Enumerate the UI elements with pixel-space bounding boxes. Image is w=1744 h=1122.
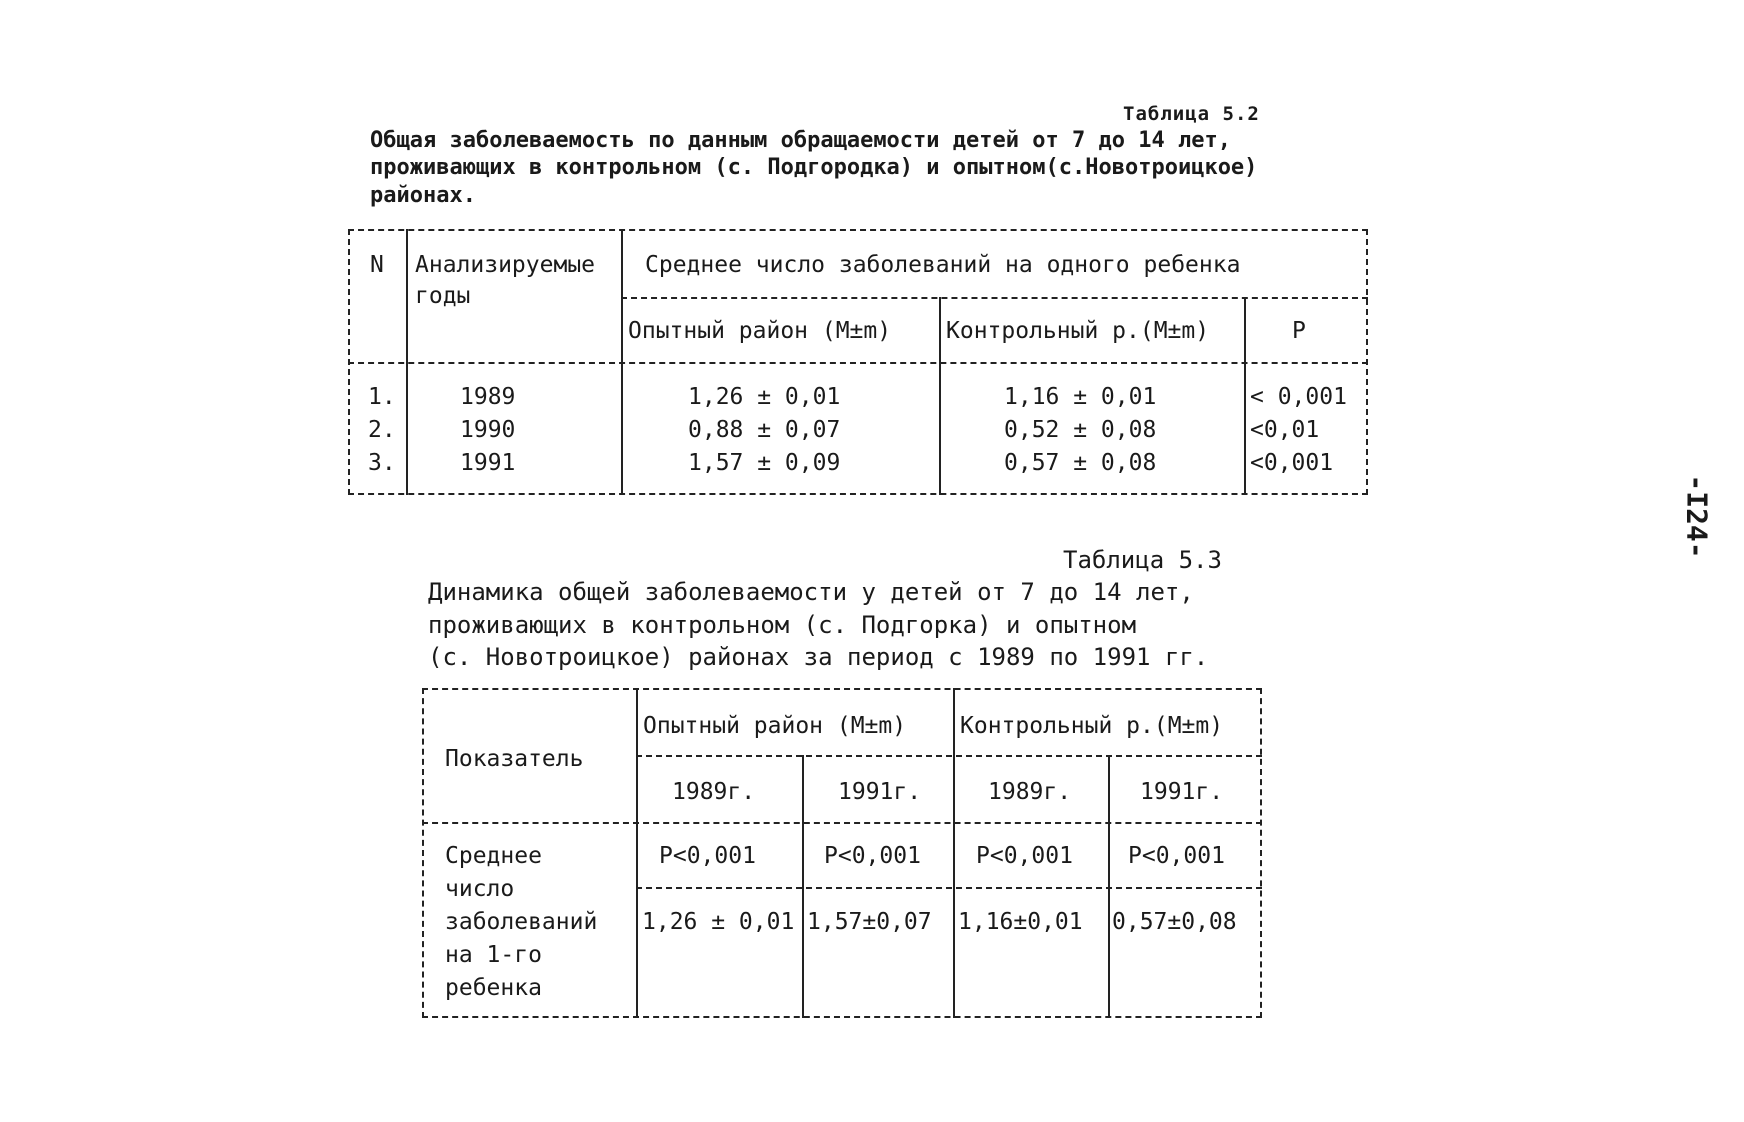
cell-exp: 1,57 ± 0,09 — [688, 450, 841, 476]
cell-ctrl: 1,16 ± 0,01 — [1004, 384, 1157, 410]
cell-year: 1989 — [460, 384, 516, 410]
row-label-line: заболеваний — [445, 909, 598, 935]
header-years: Анализируемые — [415, 252, 596, 278]
table-5-3-caption-line: проживающих в контрольном (с. Подгорка) и опытном — [428, 611, 1137, 639]
cell-p: P<0,001 — [824, 843, 921, 869]
table-5-3-label: Таблица 5.3 — [1063, 546, 1222, 574]
header-group: Среднее число заболеваний на одного ребенка — [645, 252, 1241, 278]
table-5-3-divider — [636, 887, 1262, 889]
header-n: N — [370, 252, 384, 278]
header-exp: Опытный район (M±m) — [643, 713, 907, 739]
cell-p: P<0,001 — [1128, 843, 1225, 869]
header-year: 1991г. — [838, 779, 922, 805]
cell-value: 0,57±0,08 — [1112, 909, 1237, 935]
page-number: -I24- — [1680, 474, 1714, 559]
cell-value: 1,16±0,01 — [958, 909, 1083, 935]
table-5-3-caption-line: Динамика общей заболеваемости у детей от 7 до 14 лет, — [428, 578, 1194, 606]
cell-n: 2. — [368, 417, 396, 443]
table-5-2-divider — [939, 297, 941, 495]
cell-ctrl: 0,52 ± 0,08 — [1004, 417, 1157, 443]
table-5-2-label: Таблица 5.2 — [1123, 103, 1260, 125]
table-5-3-divider — [953, 688, 955, 1018]
cell-p: <0,001 — [1250, 450, 1334, 476]
cell-p: P<0,001 — [976, 843, 1073, 869]
table-5-2-caption-line: проживающих в контрольном (с. Подгородка) и опытном(с.Новотроицкое) — [370, 155, 1258, 180]
row-label-line: Среднее — [445, 843, 542, 869]
cell-year: 1990 — [460, 417, 516, 443]
table-5-2-divider — [621, 297, 1368, 299]
row-label-line: число — [445, 876, 515, 902]
table-5-3-divider — [422, 822, 1262, 824]
header-ctrl: Контрольный р.(M±m) — [946, 318, 1210, 344]
cell-value: 1,26 ± 0,01 — [642, 909, 795, 935]
table-5-2-caption-line: районах. — [370, 183, 476, 208]
header-year: 1989г. — [672, 779, 756, 805]
header-exp: Опытный район (M±m) — [628, 318, 892, 344]
header-year: 1991г. — [1140, 779, 1224, 805]
cell-p: <0,01 — [1250, 417, 1320, 443]
cell-exp: 1,26 ± 0,01 — [688, 384, 841, 410]
cell-n: 3. — [368, 450, 396, 476]
header-p: P — [1292, 318, 1306, 344]
cell-p: < 0,001 — [1250, 384, 1347, 410]
table-5-3-caption-line: (с. Новотроицкое) районах за период с 1989 по 1991 гг. — [428, 643, 1209, 671]
cell-year: 1991 — [460, 450, 516, 476]
cell-exp: 0,88 ± 0,07 — [688, 417, 841, 443]
cell-p: P<0,001 — [659, 843, 756, 869]
table-5-2-divider — [1244, 297, 1246, 495]
header-indicator: Показатель — [445, 746, 584, 772]
table-5-3-divider — [636, 688, 638, 1018]
cell-ctrl: 0,57 ± 0,08 — [1004, 450, 1157, 476]
header-year: 1989г. — [988, 779, 1072, 805]
row-label-line: на 1-го — [445, 942, 542, 968]
header-years-2: годы — [415, 283, 471, 309]
table-5-2-caption-line: Общая заболеваемость по данным обращаемости детей от 7 до 14 лет, — [370, 128, 1231, 153]
row-label-line: ребенка — [445, 975, 542, 1001]
cell-value: 1,57±0,07 — [807, 909, 932, 935]
table-5-3-divider — [636, 755, 1262, 757]
cell-n: 1. — [368, 384, 396, 410]
table-5-2-divider — [348, 362, 1368, 364]
header-ctrl: Контрольный р.(M±m) — [960, 713, 1224, 739]
